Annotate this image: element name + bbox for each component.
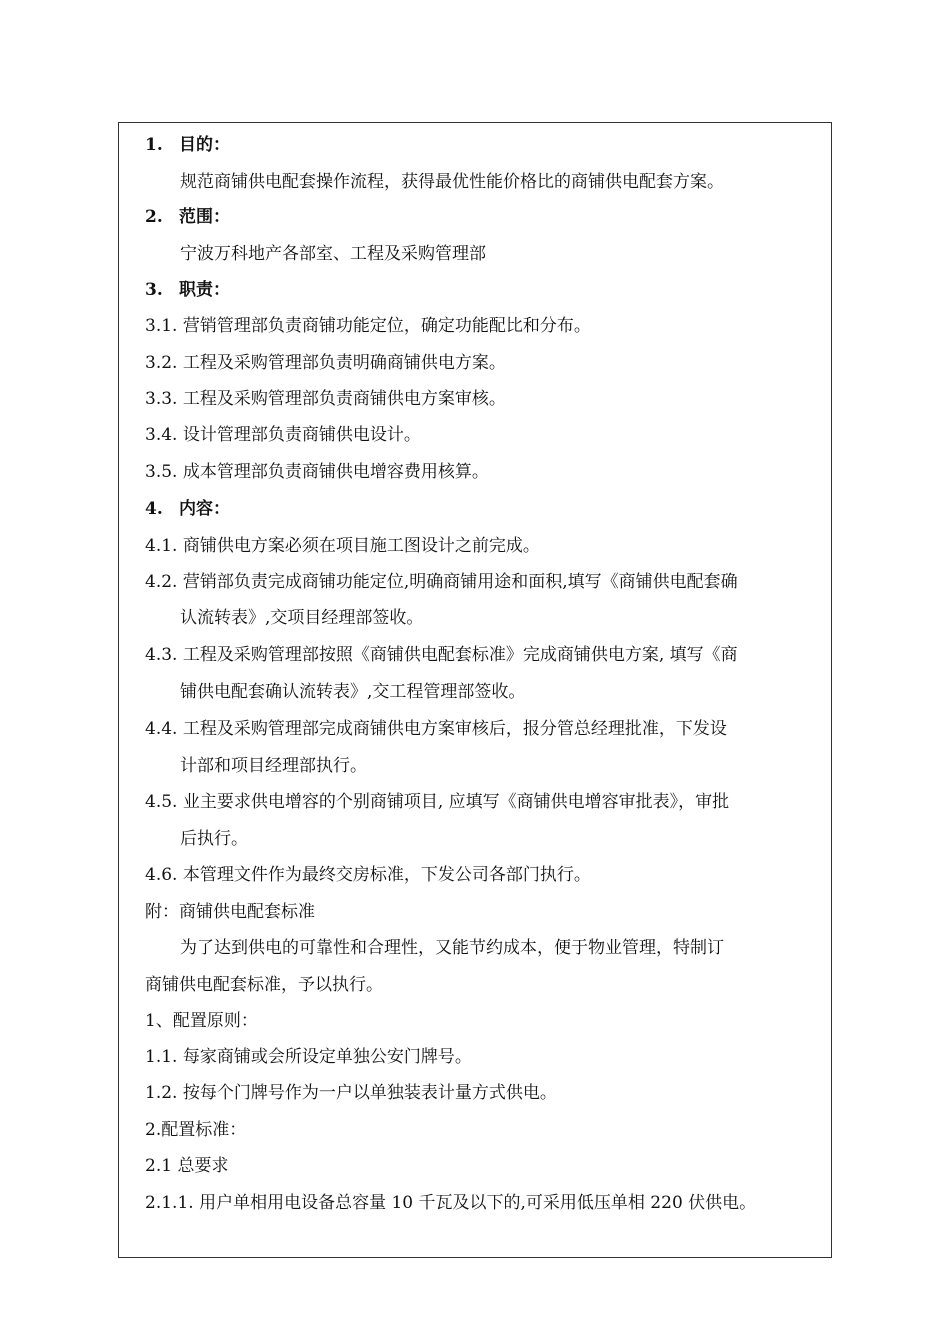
section-3-title: 职责： (179, 280, 230, 300)
duty-item-3-2: 3.2. 工程及采购管理部负责明确商铺供电方案。 (145, 353, 506, 373)
config-principle-1-1: 1.1. 每家商铺或会所设定单独公安门牌号。 (145, 1047, 472, 1067)
section-2-heading (145, 206, 230, 228)
appendix-intro-line1: 为了达到供电的可靠性和合理性，又能节约成本，便于物业管理，特制订 (180, 938, 724, 958)
duty-item-3-5: 3.5. 成本管理部负责商铺供电增容费用核算。 (145, 462, 489, 482)
section-4-heading (145, 498, 230, 520)
duty-item-3-1: 3.1. 营销管理部负责商铺功能定位，确定功能配比和分布。 (145, 316, 591, 336)
section-1-heading (145, 134, 230, 156)
appendix-intro-line2: 商铺供电配套标准，予以执行。 (145, 975, 383, 995)
section-1-number: 1. (145, 135, 163, 155)
config-standard-heading: 2.配置标准： (145, 1120, 247, 1140)
duty-item-3-3: 3.3. 工程及采购管理部负责商铺供电方案审核。 (145, 389, 506, 409)
general-requirement-2-1-1: 2.1.1. 用户单相用电设备总容量 10 千瓦及以下的,可采用低压单相 220 伏供电。 (145, 1193, 757, 1213)
config-principle-1-2: 1.2. 按每个门牌号作为一户以单独装表计量方式供电。 (145, 1083, 557, 1103)
content-item-4-6: 4.6. 本管理文件作为最终交房标准，下发公司各部门执行。 (145, 865, 591, 885)
section-2-body: 宁波万科地产各部室、工程及采购管理部 (180, 244, 486, 264)
appendix-title: 附：商铺供电配套标准 (145, 902, 315, 922)
content-item-4-3-line1: 4.3. 工程及采购管理部按照《商铺供电配套标准》完成商铺供电方案, 填写《商 (145, 645, 738, 665)
content-item-4-4-line2: 计部和项目经理部执行。 (180, 756, 367, 776)
content-item-4-2-line2: 认流转表》,交项目经理部签收。 (180, 608, 424, 628)
section-2-number: 2. (145, 207, 163, 227)
section-3-number: 3. (145, 280, 163, 300)
general-requirement-heading: 2.1 总要求 (145, 1156, 229, 1176)
duty-item-3-4: 3.4. 设计管理部负责商铺供电设计。 (145, 425, 421, 445)
section-4-title: 内容： (179, 499, 230, 519)
section-3-heading (145, 279, 230, 301)
content-item-4-2-line1: 4.2. 营销部负责完成商铺功能定位,明确商铺用途和面积,填写《商铺供电配套确 (145, 572, 738, 592)
content-item-4-5-line1: 4.5. 业主要求供电增容的个别商铺项目, 应填写《商铺供电增容审批表》，审批 (145, 792, 730, 812)
section-2-title: 范围： (179, 207, 230, 227)
content-item-4-1: 4.1. 商铺供电方案必须在项目施工图设计之前完成。 (145, 536, 540, 556)
section-1-body: 规范商铺供电配套操作流程，获得最优性能价格比的商铺供电配套方案。 (180, 172, 724, 192)
content-item-4-4-line1: 4.4. 工程及采购管理部完成商铺供电方案审核后，报分管总经理批准，下发设 (145, 719, 727, 739)
content-item-4-5-line2: 后执行。 (180, 829, 248, 849)
section-4-number: 4. (145, 499, 163, 519)
section-1-title: 目的： (179, 135, 230, 155)
content-item-4-3-line2: 铺供电配套确认流转表》,交工程管理部签收。 (180, 682, 526, 702)
config-principle-heading: 1、配置原则： (145, 1011, 258, 1031)
